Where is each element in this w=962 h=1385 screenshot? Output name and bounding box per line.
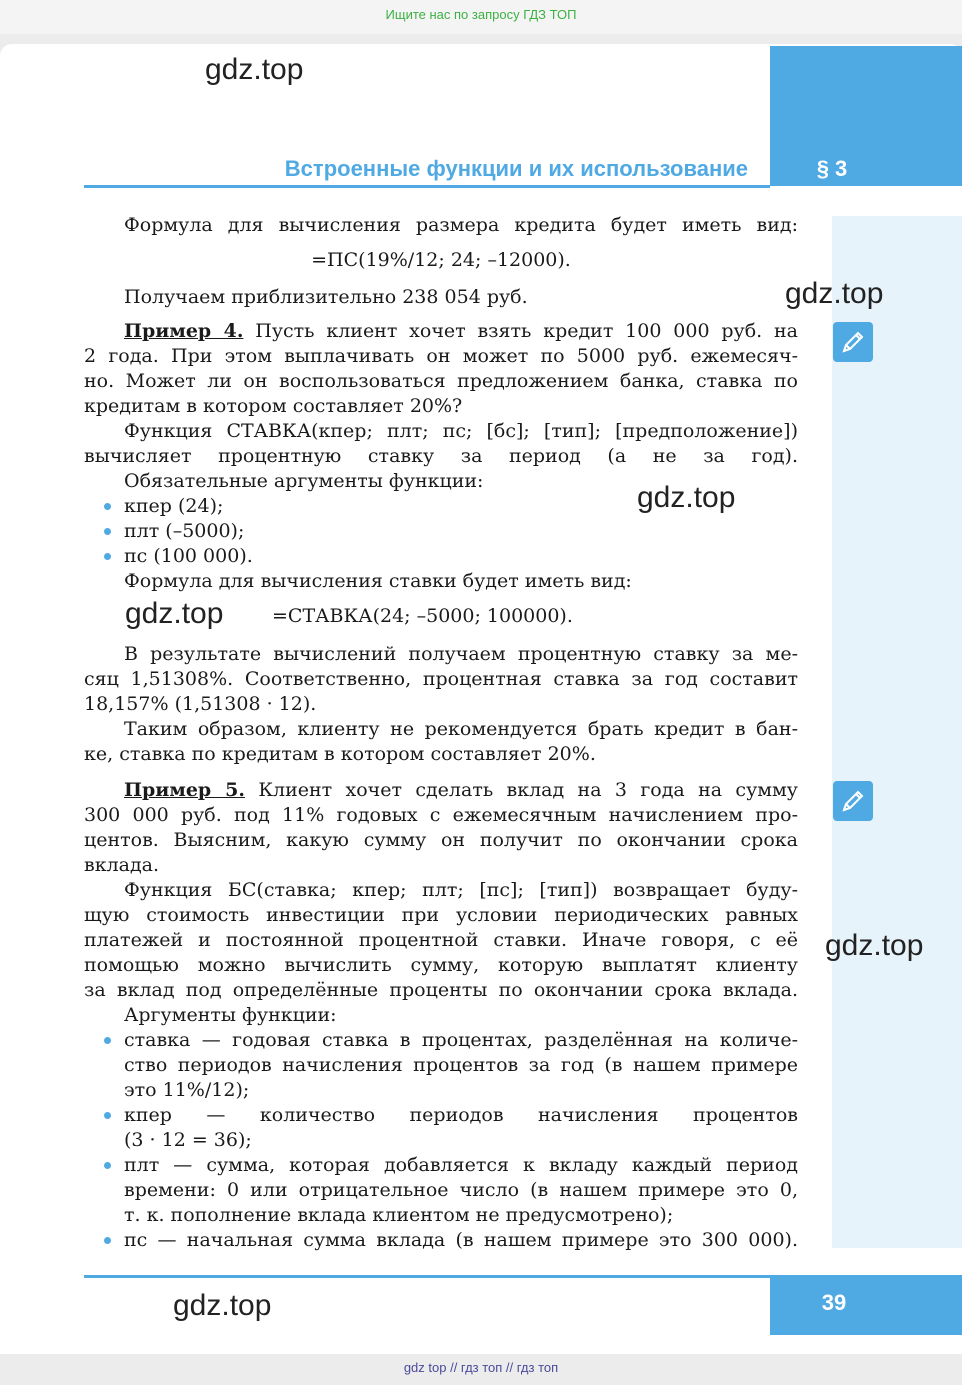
text-line: за вклад под определённые проценты по окончании срока вклада. [84, 979, 798, 1001]
bullet-icon [104, 1162, 111, 1169]
text-line: Функция БС(ставка; кпер; плт; [пс]; [тип]) возвращает буду- [124, 879, 798, 901]
text-line: 300 000 руб. под 11% годовых с ежемесячным начислением про- [84, 804, 798, 826]
list-item-continued: ство периодов начисления процентов за год (в нашем примере [124, 1054, 798, 1076]
chapter-title: Встроенные функции и их использование [284, 156, 748, 181]
text-line: Аргументы функции: [124, 1004, 337, 1026]
footer-rule [84, 1275, 770, 1278]
example-4-label: Пример 4. [124, 320, 244, 342]
text-line: Получаем приблизительно 238 054 руб. [124, 286, 528, 308]
list-item: кпер — количество периодов начисления процентов [124, 1104, 798, 1126]
text-line: кредитам в котором составляет 20%? [84, 395, 463, 417]
bullet-icon [104, 1237, 111, 1244]
text-line: платежей и постоянной процентной ставки. Иначе говоря, с её [84, 929, 798, 951]
formula: =ПС(19%/12; 24; –12000). [311, 249, 571, 271]
bullet-icon [104, 1112, 111, 1119]
margin-strip [832, 216, 962, 1248]
bullet-icon [104, 528, 111, 535]
page-number: 39 [821, 1290, 847, 1315]
pencil-icon [833, 322, 873, 362]
watermark: gdz.top [637, 481, 736, 514]
example-line [124, 778, 798, 803]
list-item-continued: это 11%/12); [124, 1079, 250, 1101]
paragraph-number: § 3 [816, 156, 848, 181]
watermark: gdz.top [125, 597, 224, 630]
text-line: Функция СТАВКА(кпер; плт; пс; [бс]; [тип]; [предположение]) [124, 420, 798, 442]
list-item: плт — сумма, которая добавляется к вкладу каждый период [124, 1154, 798, 1176]
text-line: вклада. [84, 854, 160, 876]
bottom-links[interactable]: gdz top // гдз топ // гдз топ [403, 1360, 559, 1375]
watermark: gdz.top [173, 1289, 272, 1322]
pencil-icon [833, 781, 873, 821]
text-line: щую стоимость инвестиции при условии периодических равных [84, 904, 798, 926]
top-banner-text: Ищите нас по запросу ГДЗ ТОП [385, 7, 577, 22]
text-line: помощью можно вычислить сумму, которую выплатят клиенту [84, 954, 798, 976]
text-line: Формула для вычисления размера кредита будет иметь вид: [124, 214, 798, 236]
list-item: пс (100 000). [124, 545, 253, 567]
example-line [124, 319, 798, 344]
example-5-label: Пример 5. [124, 779, 245, 801]
bullet-icon [104, 1037, 111, 1044]
text-line: Обязательные аргументы функции: [124, 470, 484, 492]
header-rule [84, 185, 770, 188]
list-item-continued: т. к. пополнение вклада клиентом не предусмотрено); [124, 1204, 674, 1226]
list-item-continued: времени: 0 или отрицательное число (в нашем примере это 0, [124, 1179, 798, 1201]
text-run: Пусть клиент хочет взять кредит 100 000 руб. на [243, 320, 798, 342]
text-line: 2 года. При этом выплачивать он может по 5000 руб. ежемесяч- [84, 345, 798, 367]
text-run: Клиент хочет сделать вклад на 3 года на сумму [244, 779, 798, 801]
text-line: ке, ставка по кредитам в котором составляет 20%. [84, 743, 596, 765]
text-line: центов. Выясним, какую сумму он получит по окончании срока [84, 829, 798, 851]
top-banner [0, 0, 962, 34]
watermark: gdz.top [825, 929, 924, 962]
bullet-icon [104, 503, 111, 510]
watermark: gdz.top [205, 53, 304, 86]
text-line: В результате вычислений получаем процентную ставку за ме- [124, 643, 798, 665]
text-line: но. Может ли он воспользоваться предложением банка, ставка по [84, 370, 798, 392]
list-item: ставка — годовая ставка в процентах, разделённая на количе- [124, 1029, 798, 1051]
text-line: Формула для вычисления ставки будет иметь вид: [124, 570, 632, 592]
text-line: сяц 1,51308%. Соответственно, процентная ставка за год составит [84, 668, 798, 690]
list-item: плт (–5000); [124, 520, 245, 542]
text-line: вычисляет процентную ставку за период (а не за год). [84, 445, 798, 467]
formula: =СТАВКА(24; –5000; 100000). [272, 605, 573, 627]
text-line: Таким образом, клиенту не рекомендуется брать кредит в бан- [124, 718, 798, 740]
list-item: пс — начальная сумма вклада (в нашем примере это 300 000). [124, 1229, 798, 1251]
list-item-continued: (3 · 12 = 36); [124, 1129, 252, 1151]
list-item: кпер (24); [124, 495, 224, 517]
text-line: 18,157% (1,51308 · 12). [84, 693, 317, 715]
bullet-icon [104, 553, 111, 560]
watermark: gdz.top [785, 277, 884, 310]
